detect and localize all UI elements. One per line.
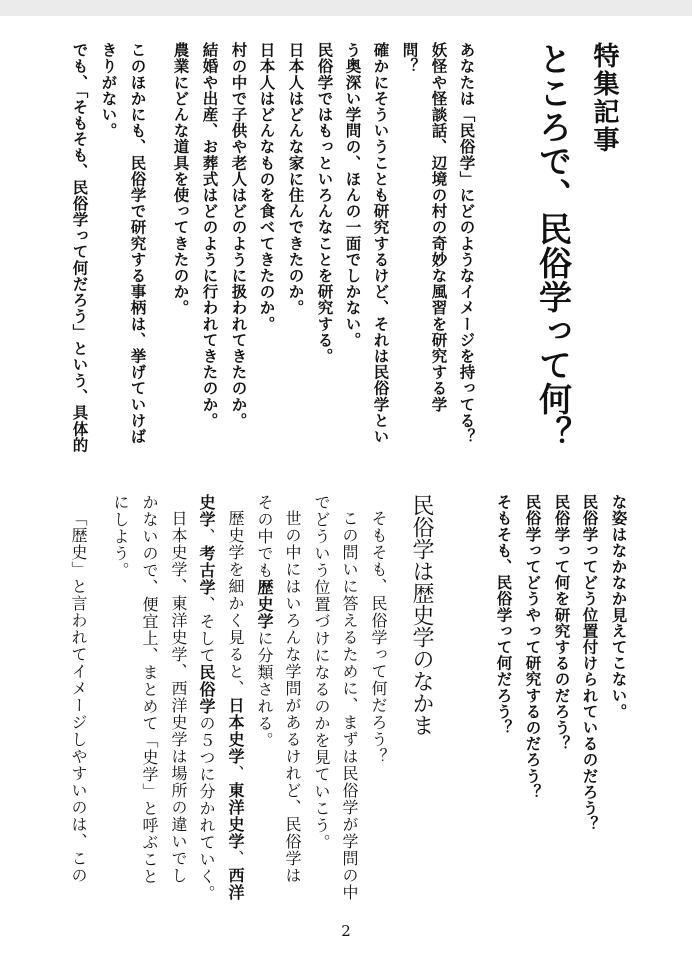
section-heading: 民俗学は歴史学のなかま xyxy=(409,494,434,736)
term-kokogaku: 考古学 xyxy=(197,545,216,596)
term-rekishigaku: 歴史学 xyxy=(255,579,274,630)
intro-line: 農業にどんな道具を使ってきたのか。 xyxy=(171,42,190,316)
intro-line: 確かにそういうことも研究するけど、それは民俗学とい xyxy=(371,42,390,445)
page-number: 2 xyxy=(341,922,351,940)
section-text: 、 xyxy=(197,528,216,545)
term-minzokugaku: 民俗学 xyxy=(197,664,216,715)
question-line: 民俗学ってどう位置付けられているのだろう？ xyxy=(580,494,599,833)
section-line: 日本史学、東洋史学、西洋史学は場所の違いでし xyxy=(169,510,188,884)
section-text: 、 xyxy=(226,850,245,867)
intro-line: 妖怪や怪談話、辺境の村の奇妙な風習を研究する学 xyxy=(429,42,448,413)
section-line xyxy=(256,494,272,749)
term-nihonshigaku: 日本史学 xyxy=(226,697,245,765)
section-line: かないので、便宜上、まとめて「史学」と呼ぶこと xyxy=(140,494,159,885)
intro-line: あなたは「民俗学」にどのようなイメージを持ってる？ xyxy=(457,42,476,445)
section-text: 歴史学を細かく見ると、 xyxy=(226,510,245,697)
section-line xyxy=(198,494,214,902)
top-bar xyxy=(0,0,692,16)
intro-line: きりがない。 xyxy=(99,42,118,139)
section-text: 、 xyxy=(226,765,245,782)
term-shigaku: 史学 xyxy=(197,494,216,528)
intro-line: でも、「そもそも、民俗学って何だろう」という、具体的 xyxy=(70,42,89,453)
article-tag: 特集記事 xyxy=(589,42,619,154)
section-text: その中でも xyxy=(255,494,274,579)
section-line: この問いに答えるために、まずは民俗学が学問の中 xyxy=(340,510,359,901)
intro-line: このほかにも、民俗学で研究する事柄は、挙げていけば xyxy=(128,42,147,445)
section-line xyxy=(227,510,243,901)
intro-line: 日本人はどんなものを食べてきたのか。 xyxy=(257,42,276,332)
section-text: の５つに分かれていく。 xyxy=(197,715,216,902)
intro-line: 結婚や出産、お葬式はどのように行われてきたのか。 xyxy=(200,42,219,429)
section-line: 世の中にはいろんな学問があるけれど、民俗学は xyxy=(283,510,302,884)
section-text: に分類される。 xyxy=(255,630,274,749)
article-title: ところで、民俗学って何？ xyxy=(534,42,573,450)
question-line: そもそも、民俗学って何だろう？ xyxy=(494,494,513,736)
intro-line: 日本人はどんな家に住んできたのか。 xyxy=(286,42,305,316)
section-line: そもそも、民俗学って何だろう？ xyxy=(369,510,388,765)
term-seiyo: 西洋 xyxy=(226,867,245,901)
intro-line: う奥深い学問の、ほんの一面でしかない。 xyxy=(343,42,362,348)
section-line: にしよう。 xyxy=(111,494,130,579)
section-line: でどういう位置づけになるのかを見ていこう。 xyxy=(312,494,331,851)
section-text: 、そして xyxy=(197,596,216,664)
intro-line: 民俗学ではもっといろんなことを研究する。 xyxy=(315,42,334,364)
section-line: 「歴史」と言われてイメージしやすいのは、この xyxy=(69,510,88,884)
question-line: な姿はなかなか見えてこない。 xyxy=(609,494,628,720)
term-toyoshigaku: 東洋史学 xyxy=(226,782,245,850)
question-line: 民俗学ってどうやって研究するのだろう？ xyxy=(523,494,542,800)
intro-line: 村の中で子供や老人はどのように扱われてきたのか。 xyxy=(229,42,248,429)
question-line: 民俗学って何を研究するのだろう？ xyxy=(552,494,571,752)
intro-line: 問？ xyxy=(400,42,419,75)
